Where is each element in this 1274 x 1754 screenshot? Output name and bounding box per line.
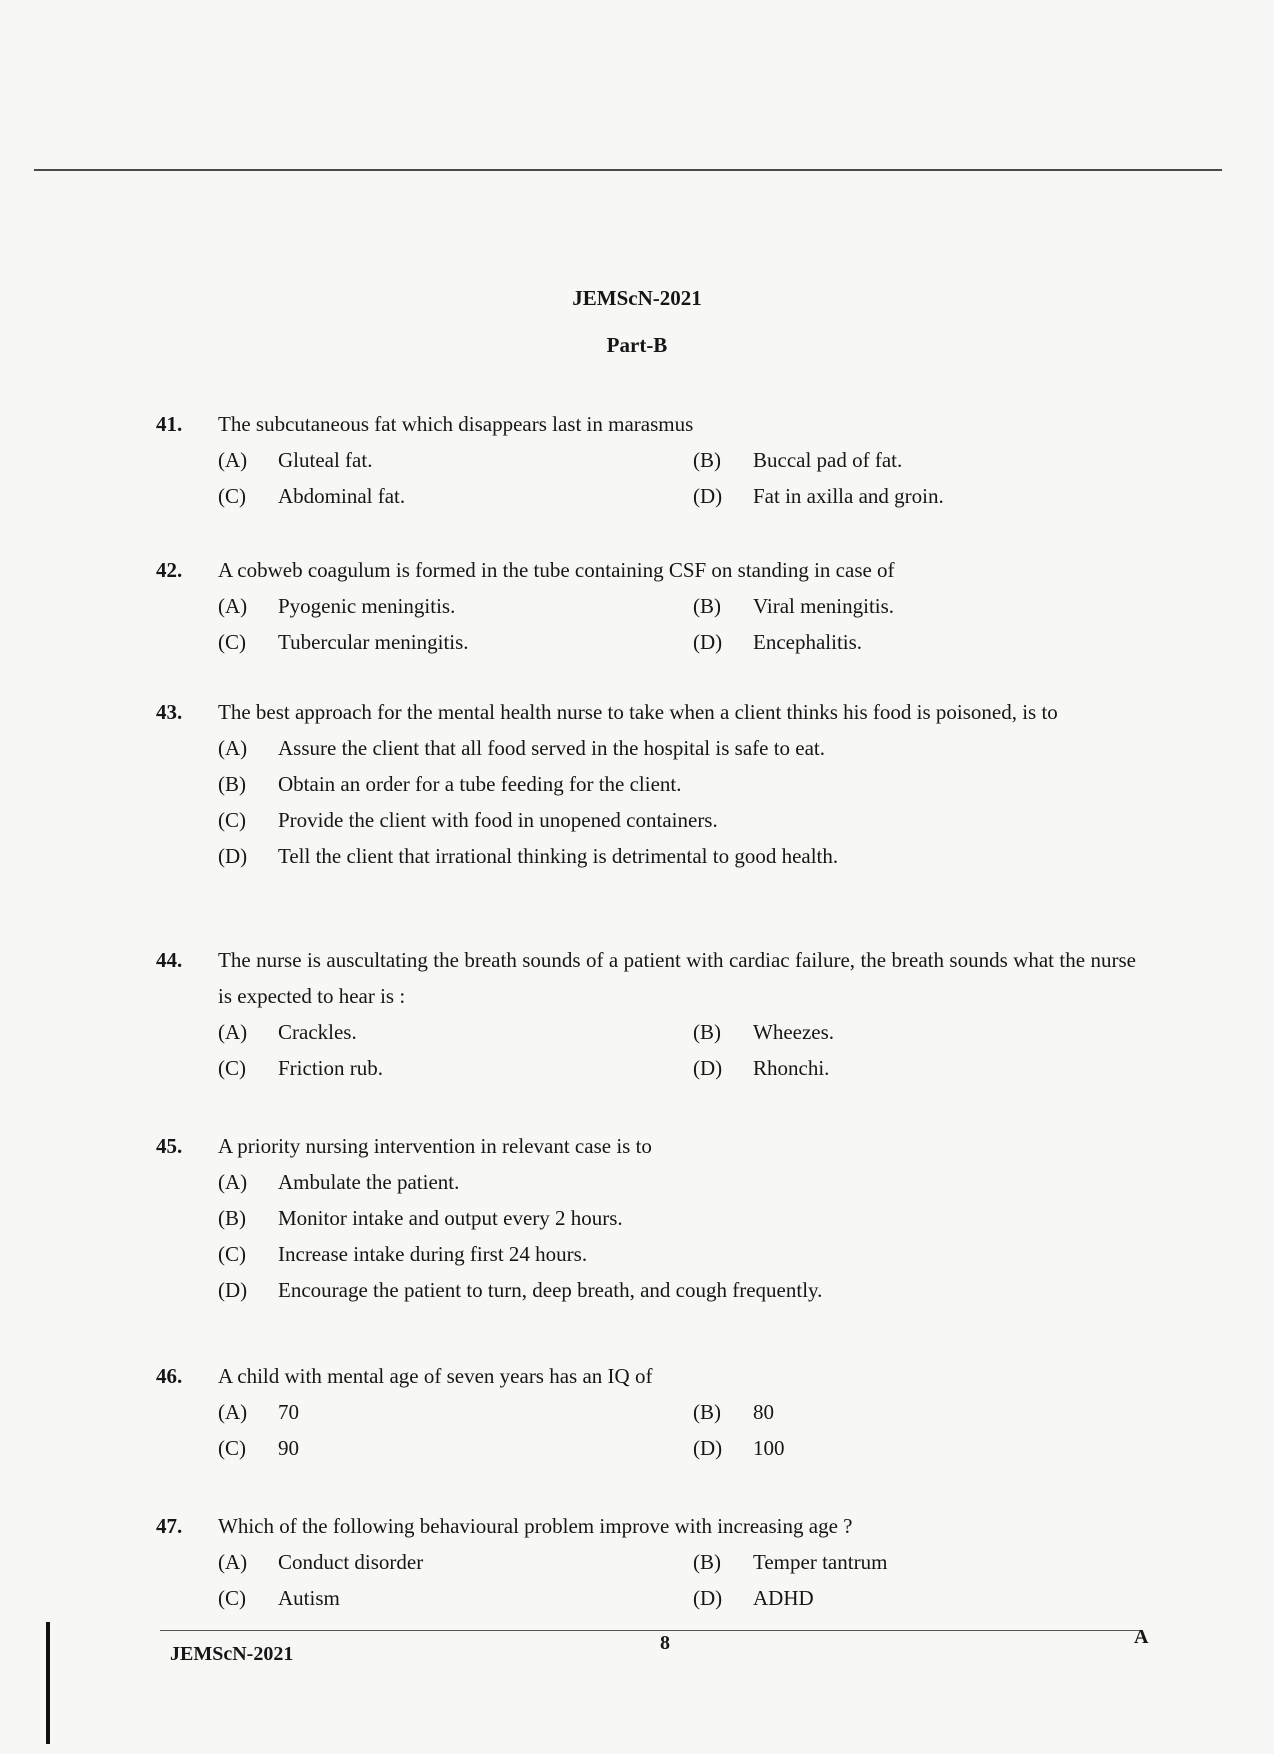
question-number: 43. [156,700,183,724]
options [218,588,1136,660]
option-b[interactable]: (B) Wheezes. [693,1020,835,1044]
options [218,1164,1136,1308]
question-41 [156,406,1136,514]
option-b[interactable]: (B) Temper tantrum [693,1550,888,1574]
options [218,1014,1136,1086]
option-a[interactable]: (A) Assure the client that all food served in the hospital is safe to eat. [218,736,826,760]
option-d[interactable]: (D) Rhonchi. [693,1056,830,1080]
question-46 [156,1358,1136,1466]
option-d[interactable]: (D) Encourage the patient to turn, deep breath, and cough frequently. [218,1278,823,1302]
option-d[interactable]: (D) Tell the client that irrational thinking is detrimental to good health. [218,844,839,868]
exam-title: JEMScN-2021 [572,286,702,310]
options [218,730,1136,874]
page-number: 8 [660,1632,670,1654]
option-b[interactable]: (B) 80 [693,1400,774,1424]
option-c[interactable]: (C) Abdominal fat. [218,484,406,508]
option-a[interactable]: (A) Ambulate the patient. [218,1170,460,1194]
question-text: The subcutaneous fat which disappears last in marasmus [218,412,694,436]
option-b[interactable]: (B) Buccal pad of fat. [693,448,903,472]
option-a[interactable]: (A) 70 [218,1400,299,1424]
question-number: 47. [156,1514,183,1538]
option-b[interactable]: (B) Monitor intake and output every 2 hours. [218,1206,623,1230]
scan-edge-mark [46,1622,50,1744]
option-c[interactable]: (C) 90 [218,1436,299,1460]
option-b[interactable]: (B) Viral meningitis. [693,594,895,618]
booklet-set: A [1134,1626,1149,1648]
options [218,1394,1136,1466]
part-heading: Part-B [606,333,668,357]
question-number: 45. [156,1134,183,1158]
question-number: 46. [156,1364,183,1388]
option-a[interactable]: (A) Gluteal fat. [218,448,373,472]
top-rule [34,169,1222,171]
question-number: 41. [156,412,183,436]
question-text: A priority nursing intervention in relevant case is to [218,1134,652,1158]
question-text: Which of the following behavioural problem improve with increasing age ? [218,1514,853,1538]
question-47 [156,1508,1136,1616]
option-a[interactable]: (A) Conduct disorder [218,1550,424,1574]
question-44 [156,942,1136,1086]
option-c[interactable]: (C) Provide the client with food in unopened containers. [218,808,718,832]
options [218,1544,1136,1616]
footer-rule [160,1630,1140,1631]
option-c[interactable]: (C) Increase intake during first 24 hours. [218,1242,588,1266]
option-d[interactable]: (D) ADHD [693,1586,814,1610]
option-a[interactable]: (A) Pyogenic meningitis. [218,594,456,618]
footer-exam-code: JEMScN-2021 [170,1643,294,1665]
question-42 [156,552,1136,660]
question-text: The nurse is auscultating the breath sounds of a patient with cardiac failure, the breath sounds what the nurse is expected to hear is : [218,948,1136,1008]
question-number: 42. [156,558,183,582]
question-text: The best approach for the mental health nurse to take when a client thinks his food is poisoned, is to [218,700,1058,724]
option-d[interactable]: (D) Encephalitis. [693,630,863,654]
option-a[interactable]: (A) Crackles. [218,1020,357,1044]
option-c[interactable]: (C) Tubercular meningitis. [218,630,469,654]
option-b[interactable]: (B) Obtain an order for a tube feeding for the client. [218,772,682,796]
option-d[interactable]: (D) 100 [693,1436,785,1460]
option-c[interactable]: (C) Friction rub. [218,1056,383,1080]
options [218,442,1136,514]
option-c[interactable]: (C) Autism [218,1586,340,1610]
question-text: A child with mental age of seven years has an IQ of [218,1364,653,1388]
question-text: A cobweb coagulum is formed in the tube containing CSF on standing in case of [218,558,895,582]
option-d[interactable]: (D) Fat in axilla and groin. [693,484,944,508]
question-43 [156,694,1136,874]
question-number: 44. [156,948,183,972]
question-45 [156,1128,1136,1308]
